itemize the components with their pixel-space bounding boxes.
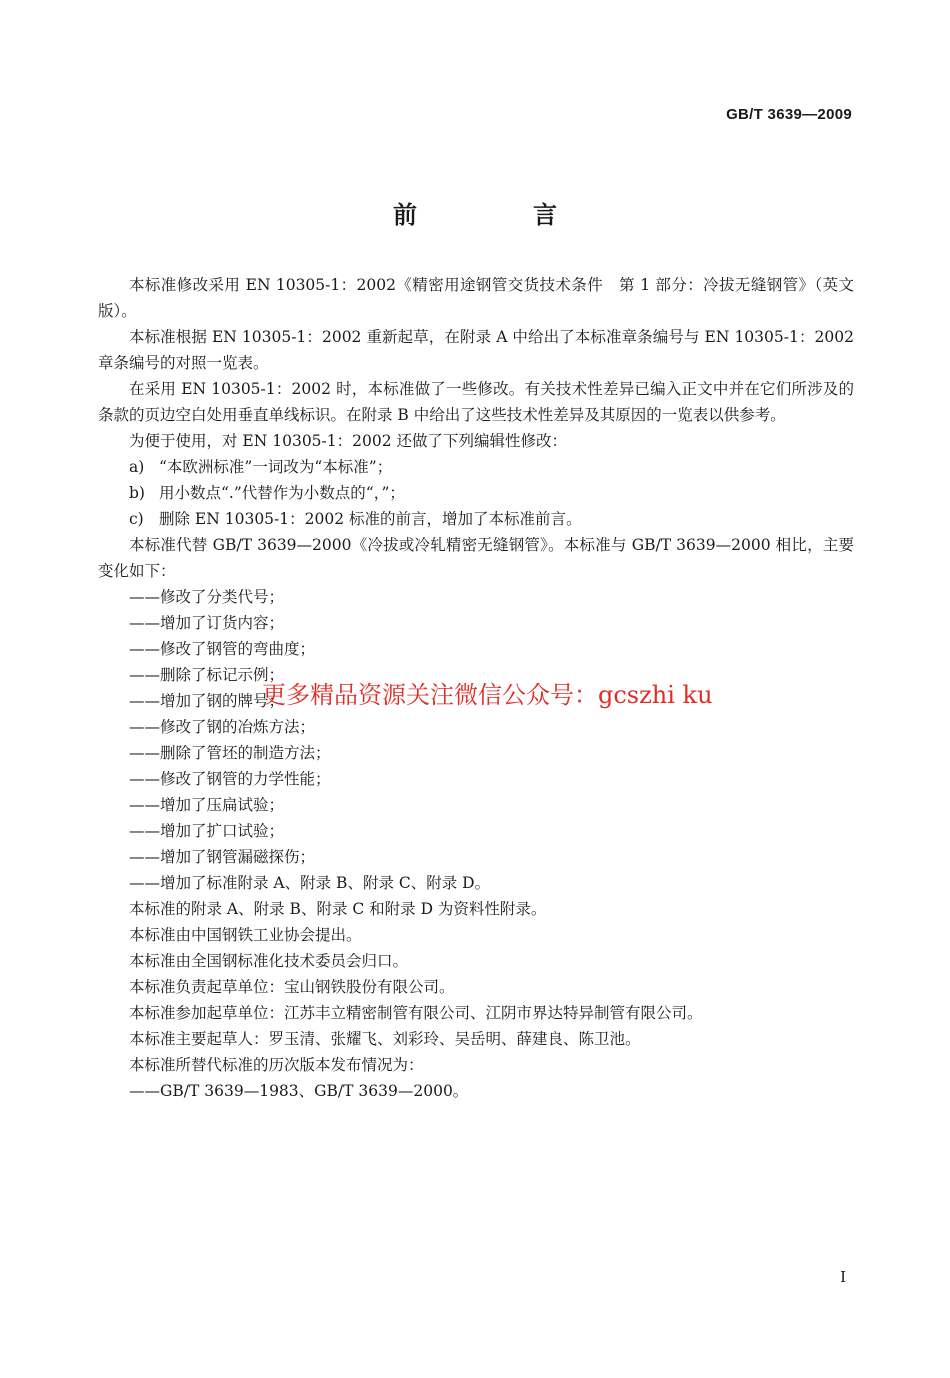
item-mark: a) [129, 458, 145, 476]
item-mark: c) [129, 510, 144, 528]
editorial-item-b [98, 480, 854, 506]
change-item: ——增加了压扁试验； [129, 796, 285, 814]
page-number: I [840, 1268, 846, 1286]
change-item: ——删除了标记示例； [129, 666, 285, 684]
paragraph-history-intro: 本标准所替代标准的历次版本发布情况为： [129, 1056, 424, 1074]
watermark-text: 更多精品资源关注微信公众号：gcszhi ku [262, 681, 713, 709]
paragraph-redraft: 本标准根据 EN 10305-1：2002 重新起草，在附录 A 中给出了本标准章条编号与 EN 10305-1：2002 章条编号的对照一览表。 [98, 328, 854, 372]
history-item: ——GB/T 3639—1983、GB/T 3639—2000。 [129, 1082, 469, 1100]
paragraph-editorial-intro: 为便于使用，对 EN 10305-1：2002 还做了下列编辑性修改： [129, 432, 568, 450]
change-item: ——修改了钢的冶炼方法； [129, 718, 316, 736]
paragraph-proposer: 本标准由中国钢铁工业协会提出。 [129, 926, 362, 944]
paragraph-lead-drafter: 本标准负责起草单位：宝山钢铁股份有限公司。 [129, 978, 455, 996]
change-item: ——增加了扩口试验； [129, 822, 285, 840]
paragraph-modifications: 在采用 EN 10305-1：2002 时，本标准做了一些修改。有关技术性差异已编入正文中并在它们所涉及的条款的页边空白处用垂直单线标识。在附录 B 中给出了这些技术性差异及其原因的一览表以供参考。 [98, 380, 854, 424]
paragraph-committee: 本标准由全国钢标准化技术委员会归口。 [129, 952, 409, 970]
item-text: “本欧洲标准”一词改为“本标准”； [159, 458, 393, 476]
paragraph-participants: 本标准参加起草单位：江苏丰立精密制管有限公司、江阴市界达特异制管有限公司。 [129, 1004, 703, 1022]
editorial-item-c [98, 506, 854, 532]
item-text: 删除 EN 10305-1：2002 标准的前言，增加了本标准前言。 [159, 510, 582, 528]
change-item: ——增加了订货内容； [129, 614, 285, 632]
change-item: ——删除了管坯的制造方法； [129, 744, 331, 762]
change-item: ——增加了标准附录 A、附录 B、附录 C、附录 D。 [129, 874, 491, 892]
change-item: ——增加了钢的牌号； [129, 692, 285, 710]
change-item: ——增加了钢管漏磁探伤； [129, 848, 316, 866]
paragraph-replaces: 本标准代替 GB/T 3639—2000《冷拔或冷轧精密无缝钢管》。本标准与 GB/T 3639—2000 相比，主要变化如下： [98, 536, 854, 580]
item-mark: b) [129, 484, 145, 502]
item-text: 用小数点“.”代替作为小数点的“，”； [159, 484, 405, 502]
change-item: ——修改了钢管的力学性能； [129, 770, 331, 788]
standard-code: GB/T 3639—2009 [726, 106, 852, 123]
change-item: ——修改了分类代号； [129, 588, 285, 606]
page-title: 前 言 [393, 201, 603, 229]
paragraph-appendices: 本标准的附录 A、附录 B、附录 C 和附录 D 为资料性附录。 [129, 900, 547, 918]
paragraph-adoption: 本标准修改采用 EN 10305-1：2002《精密用途钢管交货技术条件 第 1 部分：冷拔无缝钢管》（英文版）。 [98, 276, 854, 320]
change-item: ——修改了钢管的弯曲度； [129, 640, 316, 658]
editorial-item-a [98, 454, 854, 480]
paragraph-drafters: 本标准主要起草人：罗玉清、张耀飞、刘彩玲、吴岳明、薛建良、陈卫池。 [129, 1030, 641, 1048]
